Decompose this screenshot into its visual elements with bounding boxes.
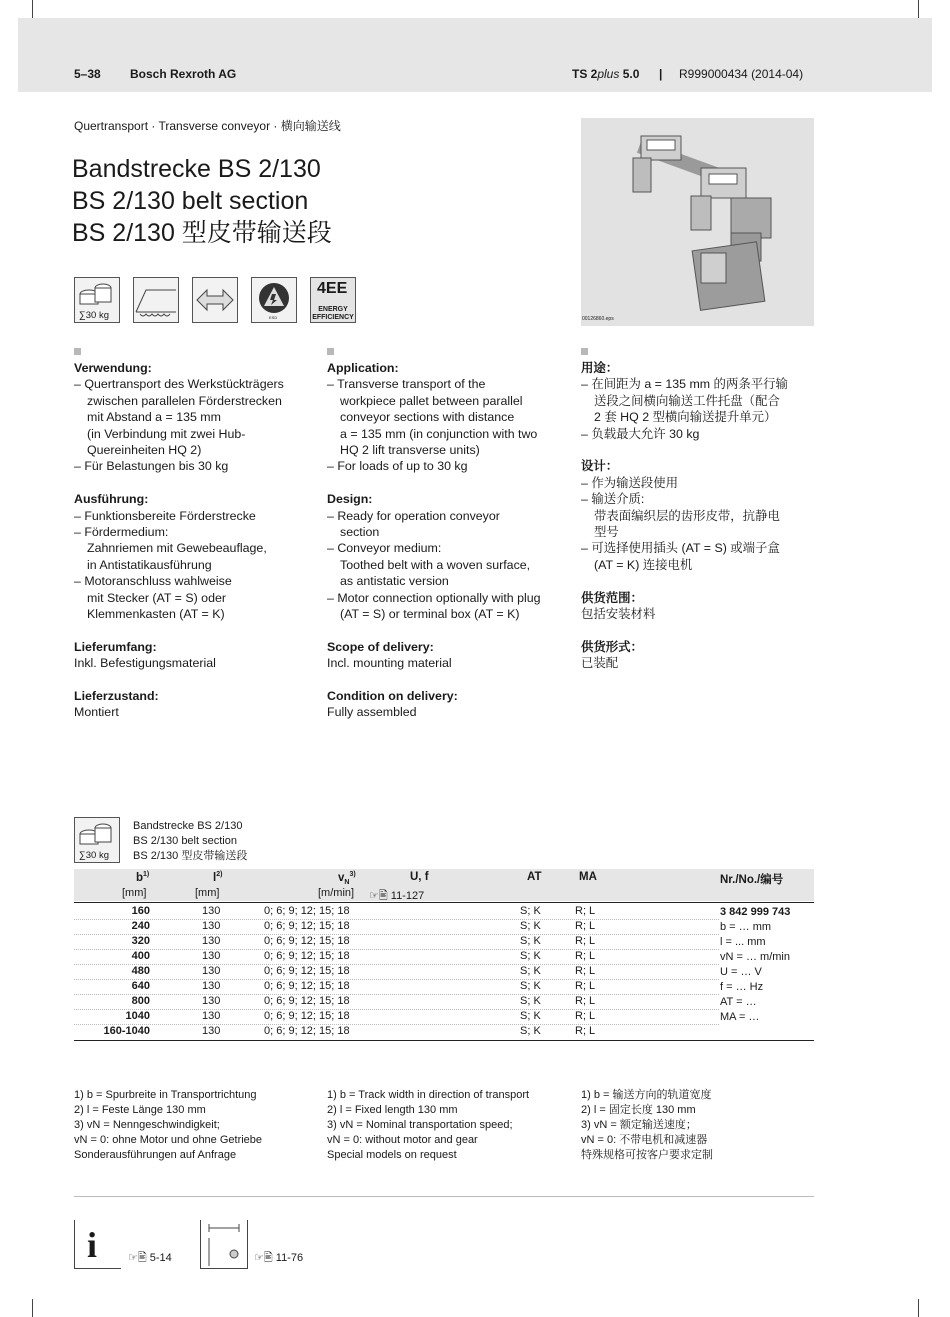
energy-efficiency-icon: 4EE ENERGY EFFICIENCY	[310, 277, 356, 323]
info-icon: i	[74, 1220, 121, 1269]
esd-icon	[251, 277, 297, 323]
order-code: 3 842 999 743 b = … mm l = ... mm vN = … m/min U = … V f = … Hz AT = … MA = …	[720, 906, 791, 1023]
product-image	[581, 118, 814, 326]
table-row: 160-1040 130 0; 6; 9; 12; 15; 18 S; K R; L	[103, 1025, 596, 1037]
footnotes-en: 1) b = Track width in direction of transport 2) l = Fixed length 130 mm 3) vN = Nominal transportation speed; vN = 0: without motor and gear Special models on request	[327, 1089, 530, 1161]
table-row: 640 130 0; 6; 9; 12; 15; 18 S; K R; L	[131, 980, 596, 992]
transverse-arrows-icon	[192, 277, 238, 323]
weights-icon	[75, 818, 119, 848]
cross-reference[interactable]: ☞🖹 11-127	[369, 890, 425, 902]
table-row: 480 130 0; 6; 9; 12; 15; 18 S; K R; L	[131, 965, 596, 977]
bullet-square	[581, 348, 588, 355]
section-subtitle: Quertransport · Transverse conveyor · 横向输送线	[74, 119, 341, 133]
order-number: 3 842 999 743	[720, 906, 791, 918]
info-reference[interactable]: ☞🖹 5-14	[128, 1252, 172, 1264]
doc-number: R999000434 (2014-04)	[679, 67, 804, 81]
load-icon	[74, 277, 120, 323]
table-row: 1040 130 0; 6; 9; 12; 15; 18 S; K R; L	[125, 1010, 596, 1022]
col-header-l: $l^{2)}$	[213, 871, 223, 884]
table-row: 320 130 0; 6; 9; 12; 15; 18 S; K R; L	[131, 935, 596, 947]
crop-mark	[918, 0, 919, 18]
table-load-icon: ∑30 kg	[74, 817, 120, 863]
table-row: 400 130 0; 6; 9; 12; 15; 18 S; K R; L	[131, 950, 596, 962]
toothed-belt-icon	[133, 277, 179, 323]
company-name: Bosch Rexroth AG	[130, 67, 237, 81]
col-header-b: $b^{1)}$	[136, 871, 150, 884]
bullet-square	[327, 348, 334, 355]
image-caption: 00126860.eps	[582, 316, 614, 322]
table-caption: Bandstrecke BS 2/130 BS 2/130 belt section BS 2/130 型皮带输送段	[133, 820, 248, 862]
page-number: 5–38	[74, 67, 101, 81]
header-separator: |	[659, 67, 663, 81]
col-header-nr: Nr./No./编号	[720, 874, 784, 886]
table-rule	[74, 1040, 814, 1041]
esd-label: ESD	[269, 315, 278, 320]
divider	[74, 1196, 814, 1197]
column-de: Verwendung: – Quertransport des Werkstückträgers zwischen parallelen Förderstrecken mit Abstand a = 135 mm (in Verbindung mit zwei Hub- Quereinheiten HQ 2) – Für Belastungen bis 30 kg Ausführung: – Funktionsbereite Förderstrecke – Fördermedium: Zahnriemen mit Gewebeauflage, in Antistatikausführung – Motoranschluss wahlweise mit Stecker (AT = S) oder Klemmenkasten (AT = K) Lieferumfang: Inkl. Befestigungsmaterial Lieferzustand: Montiert	[74, 348, 314, 721]
product-name: TS 2plus 5.0	[572, 67, 640, 81]
crop-mark	[32, 0, 33, 18]
weights-icon	[75, 278, 119, 308]
footnotes-zh: 1) b = 输送方向的轨道宽度 2) l = 固定长度 130 mm 3) vN = 额定输送速度； vN = 0: 不带电机和减速器 特殊规格可按客户要求定制	[581, 1089, 713, 1161]
page-title-zh: BS 2/130 型皮带输送段	[72, 219, 332, 247]
table-row: 800 130 0; 6; 9; 12; 15; 18 S; K R; L	[131, 995, 596, 1007]
table-header	[74, 869, 814, 901]
load-label: ∑30 kg	[79, 310, 110, 321]
col-header-v: $v_N^{3)}$	[338, 871, 356, 887]
crop-mark	[918, 1299, 919, 1317]
dimension-icon	[200, 1220, 248, 1269]
bullet-square	[74, 348, 81, 355]
belt-section-drawing	[581, 118, 814, 326]
col-header-ma: MA	[579, 871, 597, 883]
table-rule	[74, 902, 814, 903]
col-header-at: AT	[527, 871, 542, 883]
column-zh: 用途： – 在间距为 a = 135 mm 的两条平行输 送段之间横向输送工件托盘（配合 2 套 HQ 2 型横向输送提升单元） – 负载最大允许 30 kg 设计： – 作为输送段使用 – 输送介质: 带表面编织层的齿形皮带，抗静电 型号 – 可选择使用插头 (AT = S) 或端子盒 (AT = K) 连接电机 供货范围： 包括安装材料 供货形式： 已装配	[581, 348, 821, 672]
crop-mark	[32, 1299, 33, 1317]
col-header-uf: U, f	[410, 871, 429, 883]
dimension-reference[interactable]: ☞🖹 11-76	[254, 1252, 304, 1264]
column-en: Application: – Transverse transport of the workpiece pallet between parallel conveyor sections with distance a = 135 mm (in conjunction with two HQ 2 lift transverse units) – For loads of up to 30 kg Design: – Ready for operation conveyor section – Conveyor medium: Toothed belt with a woven surface, as antistatic version – Motor connection optionally with plug (AT = S) or terminal box (AT = K) Scope of delivery: Incl. mounting material Condition on delivery: Fully assembled	[327, 348, 567, 721]
page-title-de: Bandstrecke BS 2/130	[72, 155, 321, 183]
table-row: 160 130 0; 6; 9; 12; 15; 18 S; K R; L	[131, 905, 596, 917]
page-title-en: BS 2/130 belt section	[72, 187, 309, 215]
table-row: 240 130 0; 6; 9; 12; 15; 18 S; K R; L	[131, 920, 596, 932]
footnotes-de: 1) b = Spurbreite in Transportrichtung 2) l = Feste Länge 130 mm 3) vN = Nenngeschwindigkeit; vN = 0: ohne Motor und ohne Getriebe Sonderausführungen auf Anfrage	[74, 1089, 263, 1161]
